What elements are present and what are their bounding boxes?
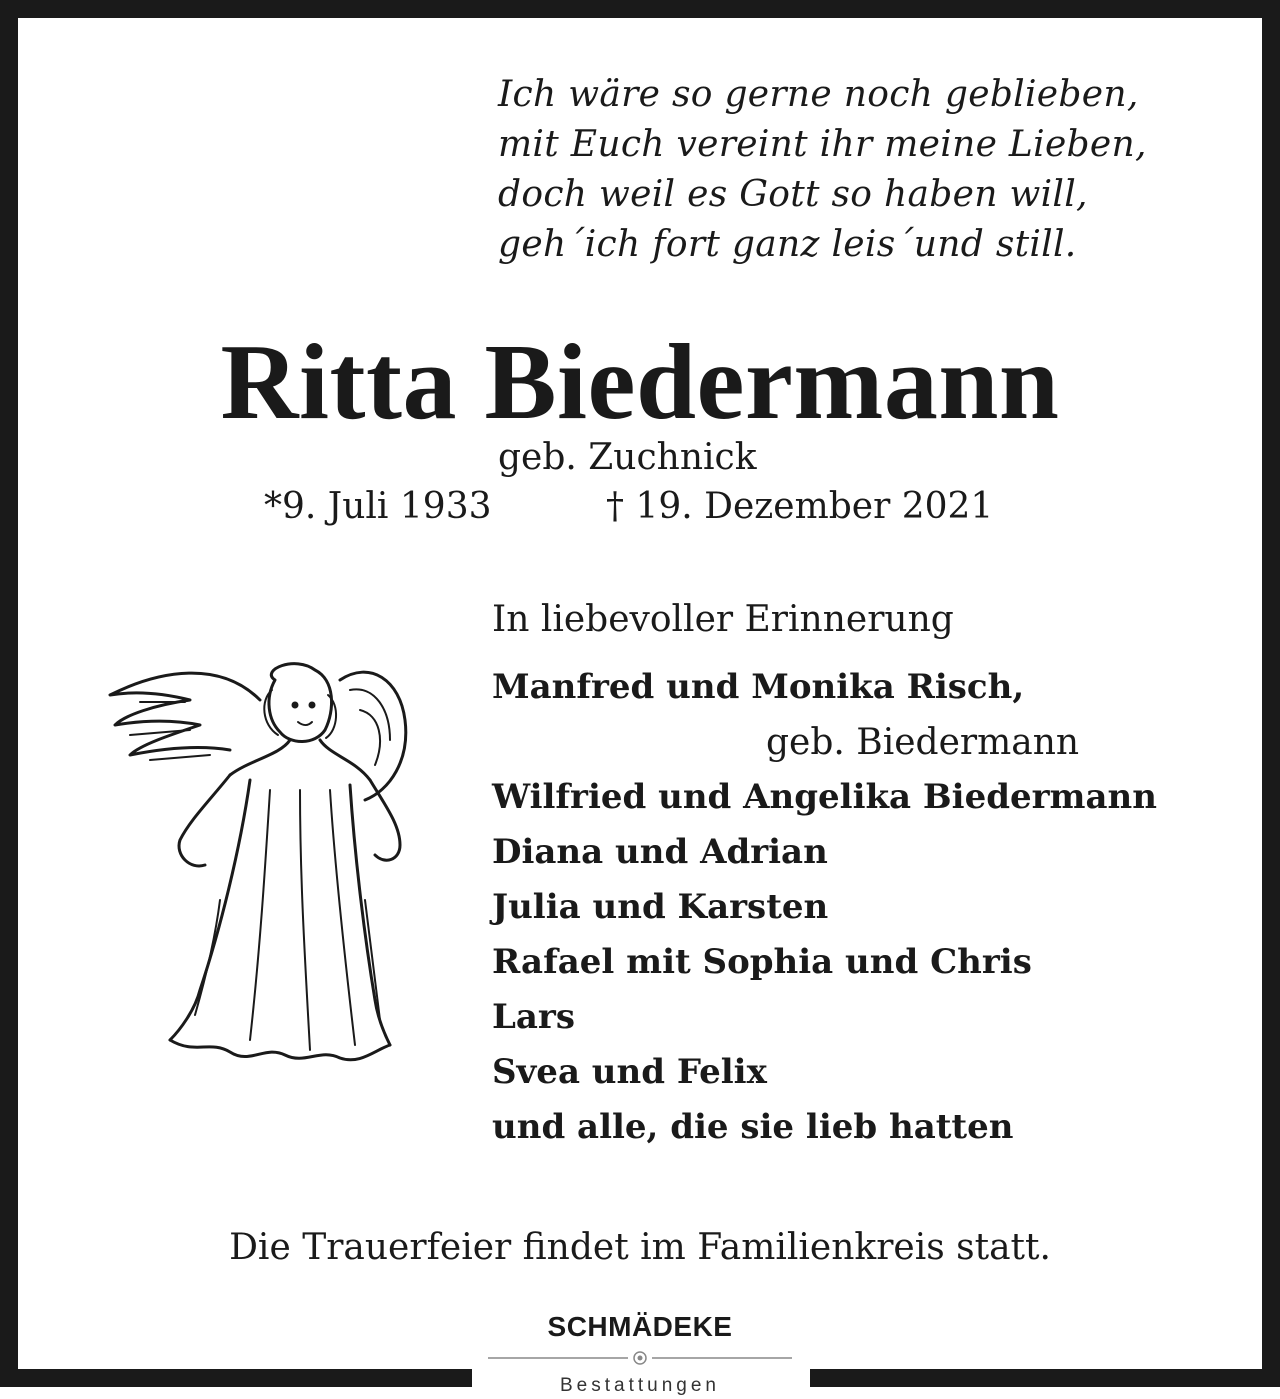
logo-ornament-icon (488, 1348, 792, 1368)
poem-line: mit Euch vereint ihr meine Lieben, (498, 124, 1147, 165)
birth-name: geb. Zuchnick (498, 437, 757, 478)
frame-border-right (1262, 0, 1280, 1387)
funeral-home-name: SCHMÄDEKE (547, 1311, 733, 1342)
mourner-line: Svea und Felix (492, 1052, 767, 1092)
mourner-birth-name: geb. Biedermann (766, 722, 1080, 763)
frame-border-left (0, 0, 18, 1387)
birth-date: *9. Juli 1933 (264, 486, 492, 527)
poem (498, 70, 1218, 270)
mourners-list (492, 660, 1157, 1155)
frame-border-top (0, 0, 1280, 18)
mourner-line: Julia und Karsten (492, 887, 829, 927)
mourner-line: Rafael mit Sophia und Chris (492, 942, 1032, 982)
frame-border-bottom-right (810, 1369, 1280, 1387)
frame-border-bottom-left (0, 1369, 472, 1387)
poem-line: Ich wäre so gerne noch geblieben, (498, 74, 1139, 115)
poem-line: doch weil es Gott so haben will, (498, 174, 1088, 215)
poem-line: geh´ich fort ganz leis´und still. (498, 224, 1077, 265)
deceased-name: Ritta Biedermann (220, 323, 1060, 442)
angel-icon (100, 640, 420, 1080)
mourner-line: Manfred und Monika Risch, (492, 667, 1025, 707)
mourner-line: und alle, die sie lieb hatten (492, 1107, 1014, 1147)
ceremony-notice: Die Trauerfeier findet im Familienkreis statt. (229, 1227, 1051, 1268)
mourning-intro: In liebevoller Erinnerung (492, 599, 954, 640)
funeral-home-subtitle: Bestattungen (560, 1375, 720, 1396)
mourner-line: Lars (492, 997, 575, 1037)
death-date: † 19. Dezember 2021 (606, 486, 994, 527)
mourner-line: Diana und Adrian (492, 832, 828, 872)
mourner-line: Wilfried und Angelika Biedermann (492, 777, 1157, 817)
